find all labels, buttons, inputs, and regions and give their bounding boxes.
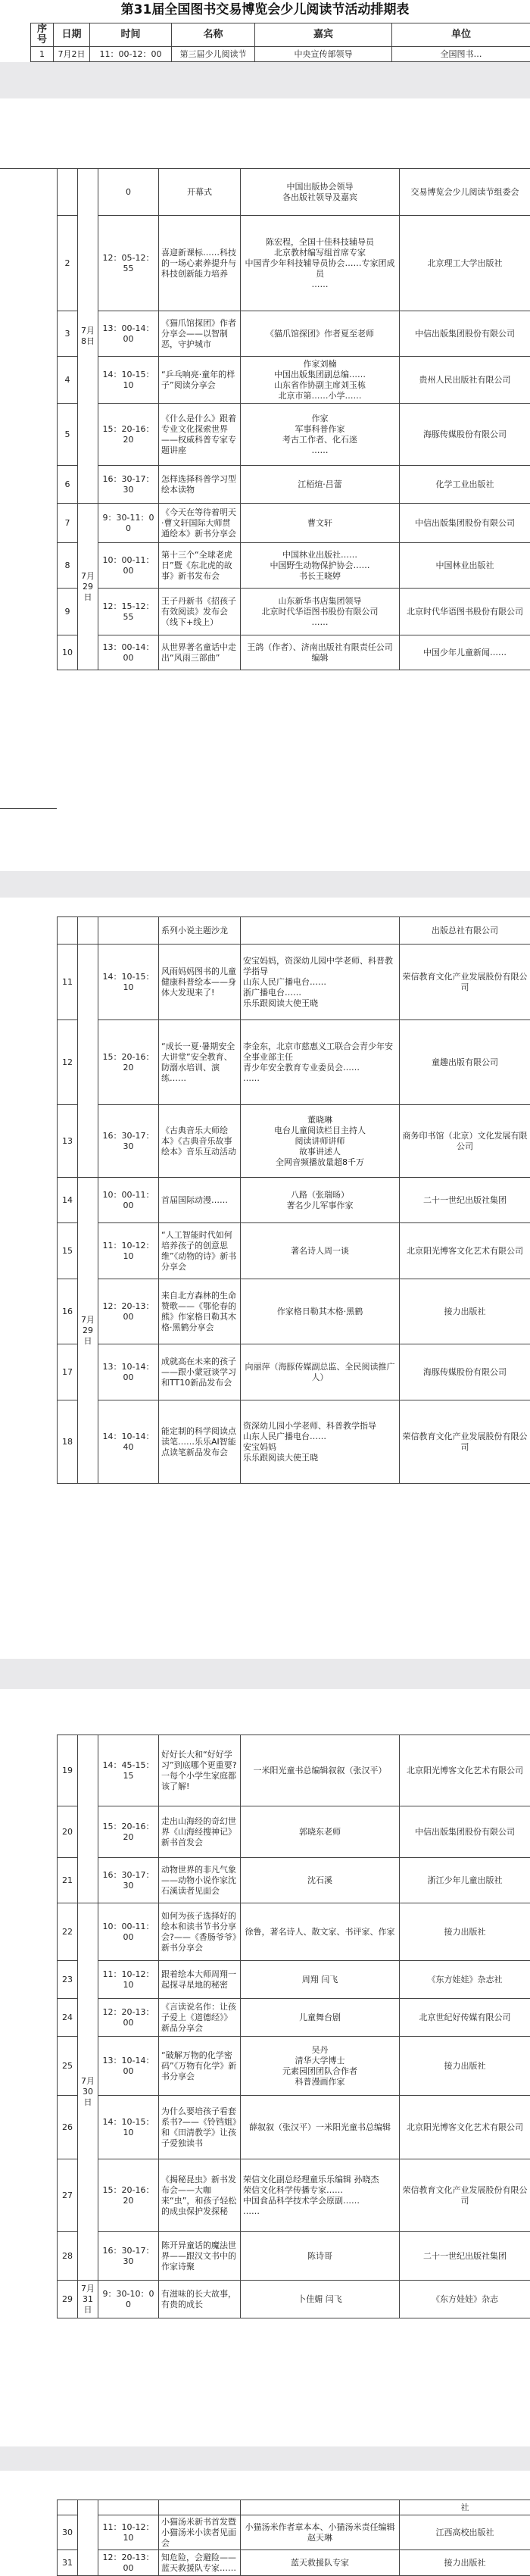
cell-no: 17: [58, 1344, 78, 1400]
table-row: [58, 635, 530, 670]
sheet-page-1: [0, 0, 530, 62]
cell-name: 系列小说主题沙龙: [159, 917, 241, 945]
table-row: [58, 311, 530, 357]
table-row: [58, 2500, 530, 2515]
cell-name: 走出山海经的奇幻世界《山海经搜神记》新书首发会: [159, 1806, 241, 1858]
cell-time: 16：30-17：30: [98, 2232, 159, 2281]
schedule-table-4: [57, 1735, 530, 2318]
cell-time: 12：20-13：00: [98, 1279, 159, 1344]
cell-date: 7月29日: [78, 1178, 98, 1484]
cell-unit: 中国林业出版社: [400, 543, 530, 589]
cell-no: 1: [31, 47, 54, 62]
cell-guest: 向丽萍（海豚传媒副总监、全民阅读推广人）: [241, 1344, 400, 1400]
cell-time: 9：30-10：00: [98, 2281, 159, 2318]
cell-name: 喜迎新课标……科技的一场心素养提升与科技创新能力培养: [159, 216, 241, 311]
table-row: [58, 216, 530, 311]
cell-no: 5: [58, 404, 78, 466]
cell-time: 10：00-11：00: [98, 543, 159, 589]
table-row: [58, 2096, 530, 2159]
cell-unit: 荣信教育文化产业发展股份有限公司: [400, 2159, 530, 2232]
cell-unit: 海豚传媒股份有限公司: [400, 404, 530, 466]
cell-name: 首届国际动漫……: [159, 1178, 241, 1223]
cell-time: 13：10-14：00: [98, 1344, 159, 1400]
cell-guest: 著名诗人周一谈: [241, 1223, 400, 1279]
cell-no: 10: [58, 635, 78, 670]
cell-unit: 海豚传媒股份有限公司: [400, 1344, 530, 1400]
cell-date: 7月31日: [78, 2281, 98, 2318]
cell-time: 15：20-16：20: [98, 1806, 159, 1858]
schedule-table-1: [30, 23, 530, 62]
cell-guest: 中国林业出版社…… 中国野生动物保护协会…… 书长王晓婷: [241, 543, 400, 589]
cell-guest: 江栢煊·吕蕾: [241, 466, 400, 504]
cell-guest: 中央宣传部领导: [255, 47, 392, 62]
header-name: 名称: [172, 23, 255, 47]
cell-unit: 童趣出版有限公司: [400, 1020, 530, 1105]
cell-name: 《什么是什么》跟着专业文化探索世界——权威科普专家专题讲座: [159, 404, 241, 466]
cell-time: 13：00-14：00: [98, 635, 159, 670]
cell-unit: 贵州人民出版社有限公司: [400, 357, 530, 404]
cell-no: 29: [58, 2281, 78, 2318]
cell-name: 来自北方森林的生命赞歌——《鄂伦春的熊》作家格日勒其木格·黑鹤分享会: [159, 1279, 241, 1344]
cell-no: 8: [58, 543, 78, 589]
table-row: [58, 504, 530, 543]
cell-date: 7月2日: [54, 47, 90, 62]
cell-guest: 中国出版协会领导 各出版社领导及嘉宾: [241, 169, 400, 216]
cell-name: 有滋味的长大故事，有贵的成长: [159, 2281, 241, 2318]
table-row: [58, 2550, 530, 2576]
cell-guest: 郭晓东老师: [241, 1806, 400, 1858]
table-row: [58, 1279, 530, 1344]
cell-name: 《猫爪馆探团》作者分享会——以智制恶，守护城市: [159, 311, 241, 357]
table-row: [58, 1903, 530, 1961]
cell-name: 风雨妈妈图书的儿童健康科普绘本——身体大发现来了!: [159, 945, 241, 1020]
cell-guest: 儿童舞台剧: [241, 1999, 400, 2037]
cell-unit: 北京阳光博客文化艺术有限公司: [400, 2096, 530, 2159]
cell-unit: 接力出版社: [400, 2037, 530, 2096]
cell-name: 跟着绘本大师周翔一起探寻星地的秘密: [159, 1961, 241, 1999]
cell-time: 13：10-14：00: [98, 2037, 159, 2096]
cell-name: 成就高在未来的孩子——跟小蒙冠谈学习和TT10新品发布会: [159, 1344, 241, 1400]
cell-date: 7月30日: [78, 1903, 98, 2281]
cell-unit: 社: [400, 2500, 530, 2515]
table-row: [58, 1999, 530, 2037]
cell-time: 16：30-17：30: [98, 466, 159, 504]
cell-unit: 北京理工大学出版社: [400, 216, 530, 311]
cell-guest: 作家 军事科普作家 考古工作者、化石迷 ……: [241, 404, 400, 466]
cell-guest: 山东新华书店集团领导 北京时代华语图书股份有限公司 ……: [241, 589, 400, 635]
cell-guest: 作家格日勒其木格·黑鹤: [241, 1279, 400, 1344]
cell-no: 15: [58, 1223, 78, 1279]
table-row: [58, 917, 530, 945]
cell-unit: 江西高校出版社: [400, 2515, 530, 2550]
schedule-table-5: [57, 2500, 530, 2576]
header-guest: 嘉宾: [255, 23, 392, 47]
table-row: [58, 1223, 530, 1279]
page-title: 第31届全国图书交易博览会少儿阅读节活动排期表: [120, 2, 410, 17]
cell-guest: 吴丹 清华大学博士 元素园团团队合作者 科普漫画作家: [241, 2037, 400, 2096]
table-row: [58, 404, 530, 466]
table-row: [58, 1105, 530, 1178]
cell-guest: 蓝天救援队专家: [241, 2550, 400, 2576]
table-row: [58, 945, 530, 1020]
cell-time: 15：20-16：20: [98, 404, 159, 466]
header-no: 序号: [31, 23, 54, 47]
cell-name: 《今天在等待着明天·曹文轩国际大师贯通绘本》新书分享会: [159, 504, 241, 543]
cell-name: 如何为孩子选择好的绘本和读书节书分享会?——《香肠爷爷》新书分享会: [159, 1903, 241, 1961]
table-row: [58, 2281, 530, 2318]
cell-date: 7月8日: [78, 169, 98, 504]
cell-guest: 小猫汤米作者章本本、小猫汤米责任编辑赵天琳: [241, 2515, 400, 2550]
cell-name: 小猫汤米新书首发暨小猫汤米小读者见面会: [159, 2515, 241, 2550]
cell-no: 30: [58, 2515, 78, 2550]
cell-name: 《古典音乐大师绘本》《古典音乐故事绘本》音乐互动活动: [159, 1105, 241, 1178]
sheet-page-3: [0, 898, 530, 1659]
cell-no: 16: [58, 1279, 78, 1344]
cell-unit: 全国图书…: [392, 47, 530, 62]
table-row: [58, 169, 530, 216]
cell-guest: 李金东，北京市慈惠义工联合会青少年安全事业部主任 青少年安全教育专业委员会…… ……: [241, 1020, 400, 1105]
header-unit: 单位: [392, 23, 530, 47]
table-row: [58, 1178, 530, 1223]
cell-no: 19: [58, 1735, 78, 1806]
table-row: [58, 543, 530, 589]
cell-name: 陈开异童话的魔法世界——跟汉文书中的作家诗聚: [159, 2232, 241, 2281]
cell-guest: 王鸽（作者）、济南出版社有限责任公司编辑: [241, 635, 400, 670]
table-row: [58, 1858, 530, 1903]
cell-no: 12: [58, 1020, 78, 1105]
sheet-page-4: [0, 1689, 530, 2446]
cell-unit: 中信出版集团股份有限公司: [400, 504, 530, 543]
cell-no: 18: [58, 1400, 78, 1484]
cell-no: 4: [58, 357, 78, 404]
cell-unit: 二十一世纪出版社集团: [400, 2232, 530, 2281]
table-row: [58, 2232, 530, 2281]
cell-unit: 北京世纪好传媒有限公司: [400, 1999, 530, 2037]
cell-time: 10：00-11：00: [98, 1903, 159, 1961]
cell-time: 16：30-17：30: [98, 1858, 159, 1903]
cell-unit: 中信出版集团股份有限公司: [400, 1806, 530, 1858]
cell-no: 23: [58, 1961, 78, 1999]
table-row: [58, 1961, 530, 1999]
cell-time: 14：45-15：15: [98, 1735, 159, 1806]
cell-time: 14：10-15：10: [98, 357, 159, 404]
cell-name: 第三届少儿阅读节: [172, 47, 255, 62]
table-row: [58, 357, 530, 404]
cell-time: 0: [98, 169, 159, 216]
cell-time: 11：00-12：00: [90, 47, 172, 62]
table-row: [58, 1806, 530, 1858]
table-row: [58, 466, 530, 504]
cell-guest: 安宝妈妈，资深幼儿园中学老师、科普教学指导 山东人民广播电台…… 浙广播电台…… 乐乐跟阅读大使王晓: [241, 945, 400, 1020]
cell-time: 10：00-11：00: [98, 1178, 159, 1223]
cell-guest: 《猫爪馆探团》作者夏至老师: [241, 311, 400, 357]
cell-time: 12：05-12：55: [98, 216, 159, 311]
left-margin-strip: [0, 168, 57, 809]
sheet-page-5: [0, 2471, 530, 2576]
cell-unit: 《东方娃娃》杂志社: [400, 1961, 530, 1999]
cell-guest: 荣信文化副总经理童乐乐编辑 孙晓杰 荣信文化科学传播专家…… 中国食品科学技术学会原副…… ……: [241, 2159, 400, 2232]
cell-guest: 沈石溪: [241, 1858, 400, 1903]
cell-name: 《言读说名作：让孩子爱上《道德经》》新品分享会: [159, 1999, 241, 2037]
cell-time: 12：20-13：00: [98, 2550, 159, 2576]
cell-unit: 荣信教育文化产业发展股份有限公司: [400, 1400, 530, 1484]
cell-guest: 卜佳媚 闫飞: [241, 2281, 400, 2318]
cell-guest: 资深幼儿园小学老师、科普教学指导 山东人民广播电台…… 安宝妈妈 乐乐跟阅读大使王晓: [241, 1400, 400, 1484]
cell-name: 怎样选择科普学习型绘本读物: [159, 466, 241, 504]
cell-unit: 二十一世纪出版社集团: [400, 1178, 530, 1223]
cell-name: 第十三个“全球老虎日”暨《东北虎的故事》新书发布会: [159, 543, 241, 589]
cell-time: 11：10-12：10: [98, 1961, 159, 1999]
schedule-table-3: [57, 916, 530, 1484]
cell-unit: 中国少年儿童新闻……: [400, 635, 530, 670]
table-row: [58, 2515, 530, 2550]
cell-time: 11：10-12：10: [98, 2515, 159, 2550]
cell-guest: 一米阳光童书总编辑叙叙（张汉平）: [241, 1735, 400, 1806]
cell-unit: 接力出版社: [400, 1279, 530, 1344]
cell-time: 14：10-15：10: [98, 945, 159, 1020]
cell-time: 15：20-16：20: [98, 1020, 159, 1105]
cell-no: 27: [58, 2159, 78, 2232]
cell-name: “人工智能时代如何培养孩子的创意思维”《动物的诗》新书分享会: [159, 1223, 241, 1279]
cell-name: “成长一夏·暑期安全大讲堂”安全教育、防溺水培训、演练……: [159, 1020, 241, 1105]
cell-name: 能定制的科学阅读点读笔……乐乐AI智能点读笔新品发布会: [159, 1400, 241, 1484]
cell-time: 9：30-11：00: [98, 504, 159, 543]
cell-time: 12：20-13：00: [98, 1999, 159, 2037]
cell-no: 3: [58, 311, 78, 357]
cell-unit: 接力出版社: [400, 1903, 530, 1961]
cell-unit: 出版总社有限公司: [400, 917, 530, 945]
cell-guest: 董晓琳 电台儿童阅读栏目主持人 阅读讲师讲师 故事讲述人 全网音频播放量超8千万: [241, 1105, 400, 1178]
cell-no: 20: [58, 1806, 78, 1858]
cell-unit: 北京时代华语图书股份有限公司: [400, 589, 530, 635]
cell-time: 15：20-16：20: [98, 2159, 159, 2232]
cell-no: 26: [58, 2096, 78, 2159]
cell-unit: 交易博览会少儿阅读节组委会: [400, 169, 530, 216]
cell-guest: 曹文轩: [241, 504, 400, 543]
cell-no: 21: [58, 1858, 78, 1903]
cell-time: 16：30-17：30: [98, 1105, 159, 1178]
cell-guest: 薛叙叙（张汉平）一米阳光童书总编辑: [241, 2096, 400, 2159]
table-row: [58, 1020, 530, 1105]
cell-guest: 陈宏程，全国十佳科技辅导员 北京教材编写组首席专家 中国青少年科技辅导员协会……专家团成员 ……: [241, 216, 400, 311]
table-row: [58, 1400, 530, 1484]
cell-time: 14：10-14：40: [98, 1400, 159, 1484]
table-row: [58, 1344, 530, 1400]
header-row: [31, 23, 530, 47]
cell-time: 11：10-12：10: [98, 1223, 159, 1279]
cell-guest: 徐鲁，著名诗人、散文家、书评家、作家: [241, 1903, 400, 1961]
cell-name: 开幕式: [159, 169, 241, 216]
cell-no: 11: [58, 945, 78, 1020]
cell-name: “乒乓响亮·童年的样子”阅读分享会: [159, 357, 241, 404]
table-row: [31, 47, 530, 62]
cell-no: 9: [58, 589, 78, 635]
cell-unit: 接力出版社: [400, 2550, 530, 2576]
cell-no: 31: [58, 2550, 78, 2576]
cell-name: “破解万物的化学密码”《万物有化学》新书分享会: [159, 2037, 241, 2096]
cell-guest: 周翔 闫飞: [241, 1961, 400, 1999]
sheet-page-2: [0, 98, 530, 871]
table-row: [58, 2037, 530, 2096]
cell-no: 22: [58, 1903, 78, 1961]
cell-guest: 作家刘楠 中国出版集团副总编…… 山东省作协副主席刘玉栋 北京市第……小学……: [241, 357, 400, 404]
cell-no: 7: [58, 504, 78, 543]
cell-time: 12：15-12：55: [98, 589, 159, 635]
cell-name: 王子丹新书《招孩子有效阅读》发布会（线下+线上）: [159, 589, 241, 635]
cell-no: 28: [58, 2232, 78, 2281]
cell-time: 14：10-15：10: [98, 2096, 159, 2159]
cell-unit: 《东方娃娃》杂志: [400, 2281, 530, 2318]
cell-unit: 化学工业出版社: [400, 466, 530, 504]
table-row: [58, 2159, 530, 2232]
cell-unit: 荣信教育文化产业发展股份有限公司: [400, 945, 530, 1020]
header-time: 时间: [90, 23, 172, 47]
cell-unit: 北京阳光博客文化艺术有限公司: [400, 1735, 530, 1806]
cell-name: 知危险，会避险——蓝天救援队专家……: [159, 2550, 241, 2576]
cell-guest: 八路（张瑞旸） 著名少儿军事作家: [241, 1178, 400, 1223]
table-row: [58, 1735, 530, 1806]
cell-time: 13：00-14：00: [98, 311, 159, 357]
cell-unit: 北京阳光博客文化艺术有限公司: [400, 1223, 530, 1279]
cell-guest: 陈诗哥: [241, 2232, 400, 2281]
header-date: 日期: [54, 23, 90, 47]
cell-unit: 中信出版集团股份有限公司: [400, 311, 530, 357]
cell-name: 《揭秘昆虫》新书发布会——大咖来“虫”，和孩子轻松的成虫保护发探秘: [159, 2159, 241, 2232]
cell-no: 13: [58, 1105, 78, 1178]
cell-name: 动物世界的非凡气象——动物小说作家沈石溪读者见面会: [159, 1858, 241, 1903]
cell-no: 24: [58, 1999, 78, 2037]
cell-name: 从世界著名童话中走出“风雨三部曲”: [159, 635, 241, 670]
table-row: [58, 589, 530, 635]
cell-name: 好好长大和“好好学习”到底哪个更重要?一每个小学生家庭都该了解!: [159, 1735, 241, 1806]
cell-no: 14: [58, 1178, 78, 1223]
cell-date: 7月29日: [78, 504, 98, 670]
cell-no: 6: [58, 466, 78, 504]
cell-unit: 浙江少年儿童出版社: [400, 1858, 530, 1903]
cell-no: 2: [58, 216, 78, 311]
cell-no: 25: [58, 2037, 78, 2096]
cell-name: 为什么要培孩子看套系书?——《铃铛姐》和《田清教学》让孩子爱独读书: [159, 2096, 241, 2159]
schedule-table-2: [57, 168, 530, 670]
cell-unit: 商务印书馆（北京）文化发展有限公司: [400, 1105, 530, 1178]
